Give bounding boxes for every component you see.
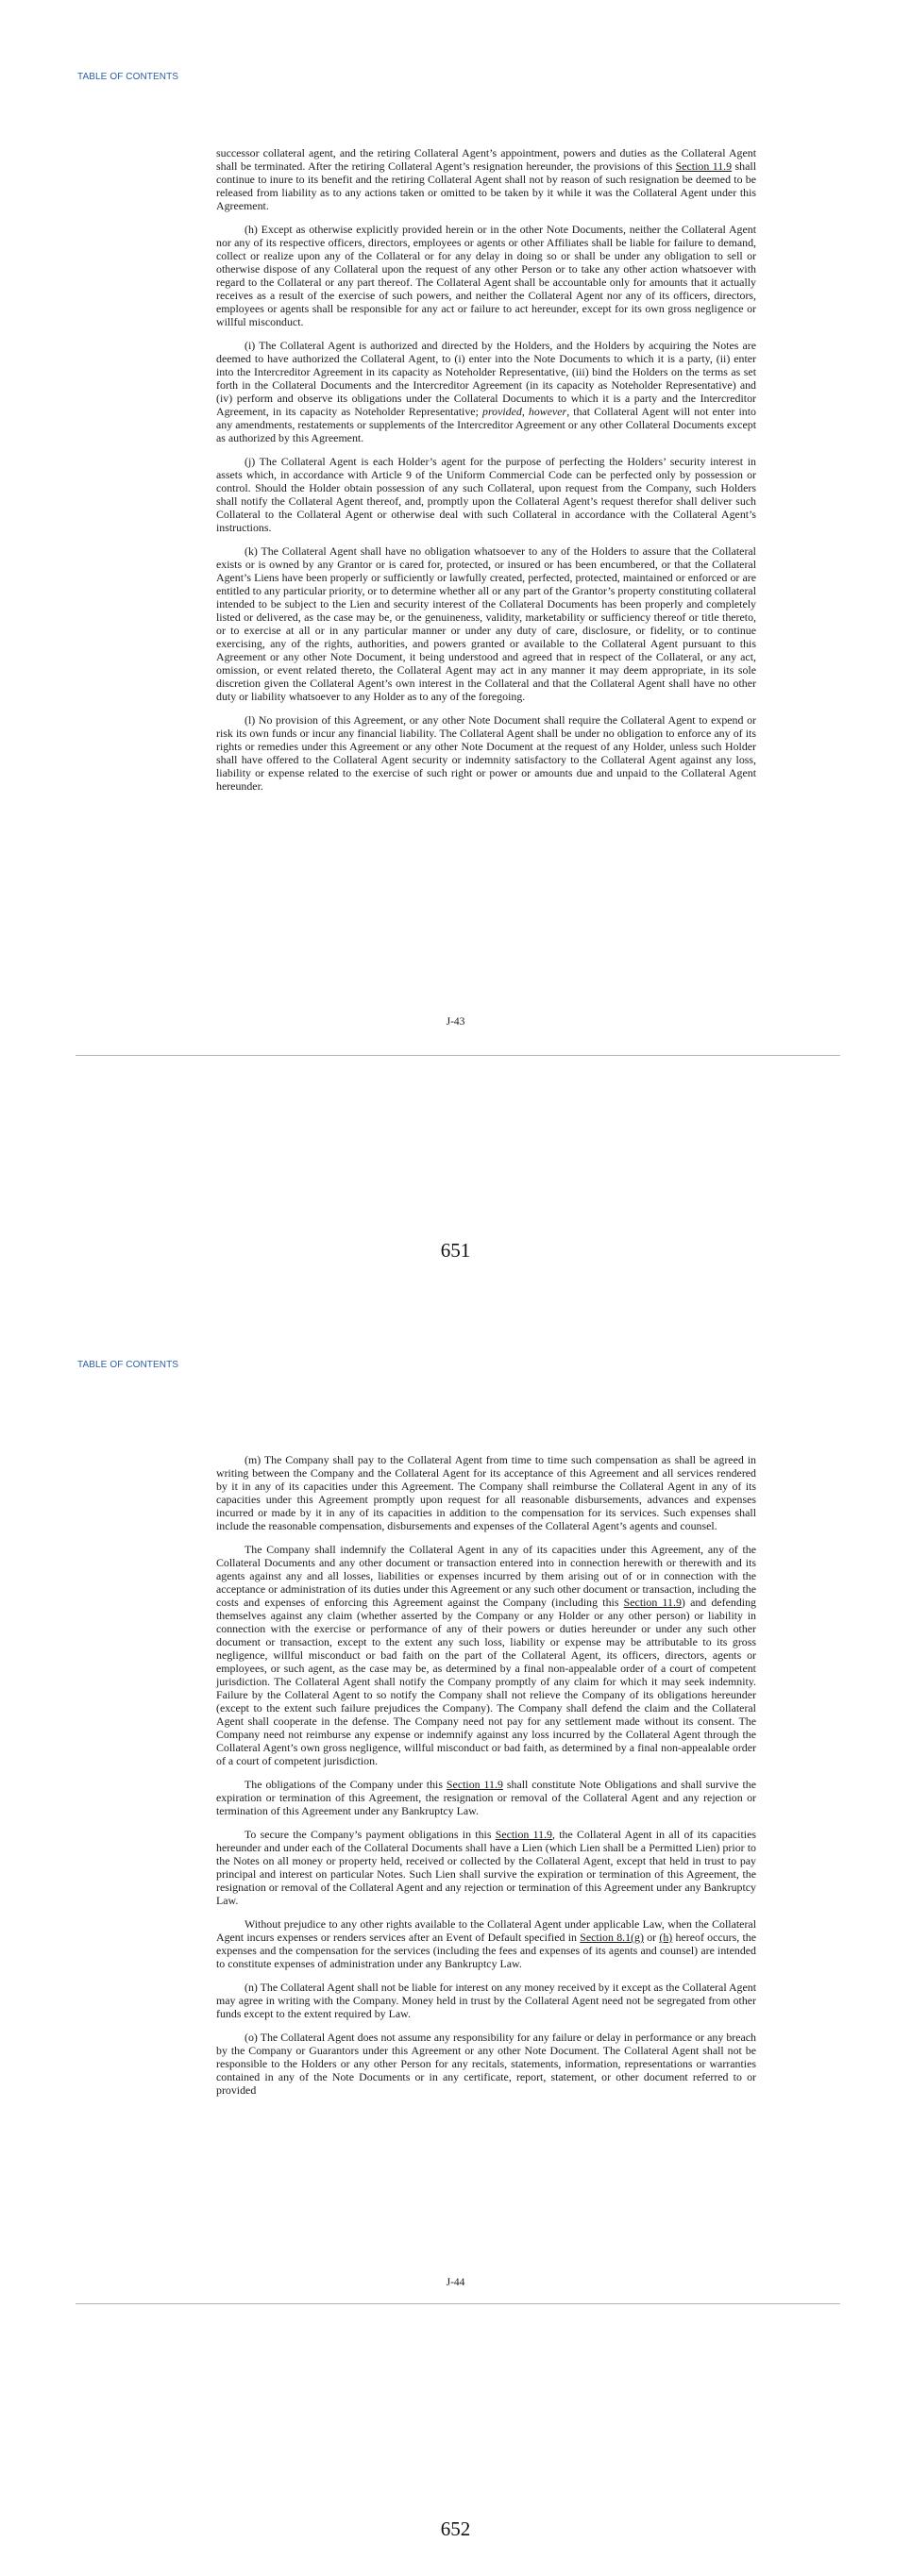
paragraph-expenses	[216, 1917, 756, 1970]
paragraph-text: (i) The Collateral Agent is authorized and directed by the Holders, and the Holders by acquiring the Notes are deemed to have authorized the Collateral Agent, to (i) enter into the Note Documents to which it is a party, (ii) enter into the Intercreditor Agreement in its capacity as Noteholder Representative, (iii) bind the Holders on the terms as set forth in the Collateral Documents and the Intercreditor Agreement (in its capacity as Noteholder Representative) and (iv) perform and observe its obligations under the Collateral Documents to which it is a party and the Intercreditor Agreement, in its capacity as Noteholder Representative;	[216, 339, 756, 418]
page-divider	[76, 1055, 840, 1056]
paragraph-text: hereof occurs, the expenses and the compensation for the services (including the fees and expenses of its agents and counsel) are intended to constitute expenses of administration under any Bankruptcy Law.	[216, 1931, 756, 1970]
paragraph-text: The Company shall indemnify the Collateral Agent in any of its capacities under this Agreement, any of the Collateral Documents and any other document or transaction entered into in connection herewith or therewith and its agents against any and all losses, liabilities or expenses incurred by them arising out of or in connection with the acceptance or administration of its duties under this Agreement or any such other document or transaction, including the costs and expenses of enforcing this Agreement against the Company (including this	[216, 1543, 756, 1609]
section-reference-link[interactable]: Section 11.9	[446, 1778, 503, 1791]
paragraph-l: (l) No provision of this Agreement, or any other Note Document shall require the Collateral Agent to expend or risk its own funds or incur any financial liability. The Collateral Agent shall be under no obligation to enforce any of its rights or remedies under this Agreement or any other Note Document at the request of any Holder, unless such Holder shall have offered to the Collateral Agent security or indemnity satisfactory to the Collateral Agent against any loss, liability or expense related to the exercise of such right or power or amounts due and unpaid to the Collateral Agent hereunder.	[216, 713, 756, 793]
paragraph-text: , the Collateral Agent in all of its capacities hereunder and under each of the Collateral Documents shall have a Lien (which Lien shall be a Permitted Lien) prior to the Notes on all money or property held, received or collected by the Collateral Agent, except that held in trust to pay principal and interest on particular Notes. Such Lien shall survive the expiration or termination of this Agreement, the resignation or removal of the Collateral Agent and any rejection or termination of this Agreement under any Bankruptcy Law.	[216, 1828, 756, 1907]
paragraph-text: Without prejudice to any other rights available to the Collateral Agent under applicable Law, when the Collateral Agent incurs expenses or renders services after an Event of Default specified in	[216, 1917, 756, 1944]
page-footer-label: J-44	[446, 2277, 465, 2288]
paragraph-lien	[216, 1828, 756, 1907]
paragraph-text: ) and defending themselves against any claim (whether asserted by the Company or any Holder or any other person) or liability in connection with the exercise or performance of any of their powers or duties hereunder or under any such other document or transaction, except to the extent any such loss, liability or expense may be attributable to its gross negligence, willful misconduct or bad faith on the part of the Collateral Agent, its officers, directors, agents or employees, or such agent, as the case may be, as determined by a final non-appealable order of a court of competent jurisdiction. The Collateral Agent shall notify the Company promptly of any claim for which it may seek indemnity. Failure by the Collateral Agent to so notify the Company shall not relieve the Company of its obligations hereunder (except to the extent such failure prejudices the Company). The Company shall defend the claim and the Collateral Agent shall cooperate in the defense. The Company need not pay for any settlement made without its consent. The Company need not reimburse any expense or indemnify against any loss incurred by the Collateral Agent through the Collateral Agent’s own gross negligence, willful misconduct or bad faith, as determined by a final non-appealable order of a court of competent jurisdiction.	[216, 1596, 756, 1767]
paragraph-j: (j) The Collateral Agent is each Holder’s agent for the purpose of perfecting the Holders’ security interest in assets which, in accordance with Article 9 of the Uniform Commercial Code can be perfected only by possession or control. Should the Holder obtain possession of any such Collateral, upon request from the Company, such Holders shall notify the Collateral Agent thereof, and, promptly upon the Collateral Agent’s request therefor shall deliver such Collateral to the Collateral Agent or otherwise deal with such Collateral in accordance with the Collateral Agent’s instructions.	[216, 455, 756, 534]
paragraph-continuation	[216, 146, 756, 212]
page-footer-label: J-43	[446, 1016, 465, 1028]
paragraph-text: or	[643, 1931, 660, 1944]
page-body	[216, 146, 756, 803]
paragraph-text: To secure the Company’s payment obligations in this	[245, 1828, 496, 1841]
page-number: 652	[440, 2517, 471, 2540]
section-reference-link[interactable]: Section 11.9	[495, 1828, 552, 1841]
paragraph-m: (m) The Company shall pay to the Collateral Agent from time to time such compensation as shall be agreed in writing between the Company and the Collateral Agent for its acceptance of this Agreement and all services rendered by it in any of its capacities under this Agreement. The Company shall reimburse the Collateral Agent in any of its capacities under this Agreement promptly upon request for all reasonable disbursements, advances and expenses incurred or made by it in any of its capacities in addition to the compensation for its services. Such expenses shall include the reasonable compensation, disbursements and expenses of the Collateral Agent’s agents and counsel.	[216, 1453, 756, 1532]
paragraph-indemnity	[216, 1543, 756, 1767]
section-reference-link[interactable]: Section 11.9	[623, 1596, 682, 1609]
section-reference-link[interactable]: (h)	[659, 1931, 673, 1944]
paragraph-text: The obligations of the Company under this	[245, 1778, 447, 1791]
paragraph-n: (n) The Collateral Agent shall not be liable for interest on any money received by it except as the Collateral Agent may agree in writing with the Company. Money held in trust by the Collateral Agent need not be segregated from other funds except to the extent required by Law.	[216, 1981, 756, 2020]
section-reference-link[interactable]: Section 8.1(g)	[580, 1931, 644, 1944]
document-page-652	[0, 1288, 911, 2576]
paragraph-text: shall constitute Note Obligations and shall survive the expiration or termination of this Agreement, the resignation or removal of the Collateral Agent and any rejection or termination of this Agreement under any Bankruptcy Law.	[216, 1778, 756, 1817]
page-number: 651	[440, 1239, 471, 1262]
page-divider	[76, 2303, 840, 2304]
paragraph-obligations	[216, 1778, 756, 1817]
paragraph-text: , that Collateral Agent will not enter into any amendments, restatements or supplements of the Intercreditor Agreement or any other Collateral Documents except as authorized by this Agreement.	[216, 405, 756, 444]
table-of-contents-link[interactable]: TABLE OF CONTENTS	[77, 1360, 179, 1370]
paragraph-o: (o) The Collateral Agent does not assume any responsibility for any failure or delay in performance or any breach by the Company or Guarantors under this Agreement or any other Note Document. The Collateral Agent shall not be responsible to the Holders or any other Person for any recitals, statements, information, representations or warranties contained in any of the Note Documents or in any certificate, report, statement, or other document referred to or provided	[216, 2031, 756, 2097]
paragraph-h: (h) Except as otherwise explicitly provided herein or in the other Note Documents, neither the Collateral Agent nor any of its respective officers, directors, employees or agents or other Affiliates shall be liable for failure to demand, collect or realize upon any of the Collateral or for any delay in doing so or shall be under any obligation to sell or otherwise dispose of any Collateral upon the request of any other Person or to take any other action whatsoever with regard to the Collateral or any part thereof. The Collateral Agent shall be accountable only for amounts that it actually receives as a result of the exercise of such powers, and neither the Collateral Agent nor any of its officers, directors, employees or agents shall be responsible for any act or failure to act hereunder, except for its own gross negligence or willful misconduct.	[216, 223, 756, 328]
paragraph-k: (k) The Collateral Agent shall have no obligation whatsoever to any of the Holders to assure that the Collateral exists or is owned by any Grantor or is cared for, protected, or insured or has been encumbered, or that the Collateral Agent’s Liens have been properly or sufficiently or lawfully created, perfected, protected, maintained or enforced or are entitled to any particular priority, or to determine whether all or any part of the Grantor’s property constituting collateral intended to be subject to the Lien and security interest of the Collateral Documents has been properly and completely listed or delivered, as the case may be, or the genuineness, validity, marketability or sufficiency thereof or title thereto, or to exercise at all or in any particular manner or under any duty of care, disclosure, or fidelity, or to continue exercising, any of the rights, authorities, and powers granted or available to the Collateral Agent pursuant to this Agreement or any other Note Document, it being understood and agreed that in respect of the Collateral, or any act, omission, or event related thereto, the Collateral Agent may act in any manner it may deem appropriate, in its sole discretion given the Collateral Agent’s own interest in the Collateral and that the Collateral Agent shall have no other duty or liability whatsoever to any Holder as to any of the foregoing.	[216, 544, 756, 703]
paragraph-text: shall continue to inure to its benefit and the retiring Collateral Agent shall not by reason of such resignation be deemed to be released from liability as to any actions taken or omitted to be taken by it while it was the Collateral Agent under this Agreement.	[216, 159, 756, 212]
paragraph-i	[216, 339, 756, 444]
section-reference-link[interactable]: Section 11.9	[675, 159, 733, 173]
page-body	[216, 1453, 756, 2107]
table-of-contents-link[interactable]: TABLE OF CONTENTS	[77, 72, 179, 82]
proviso-italic: provided, however	[482, 405, 567, 418]
paragraph-text: successor collateral agent, and the retiring Collateral Agent’s appointment, powers and duties as the Collateral Agent shall be terminated. After the retiring Collateral Agent’s resignation hereunder, the provisions of this	[216, 146, 756, 173]
